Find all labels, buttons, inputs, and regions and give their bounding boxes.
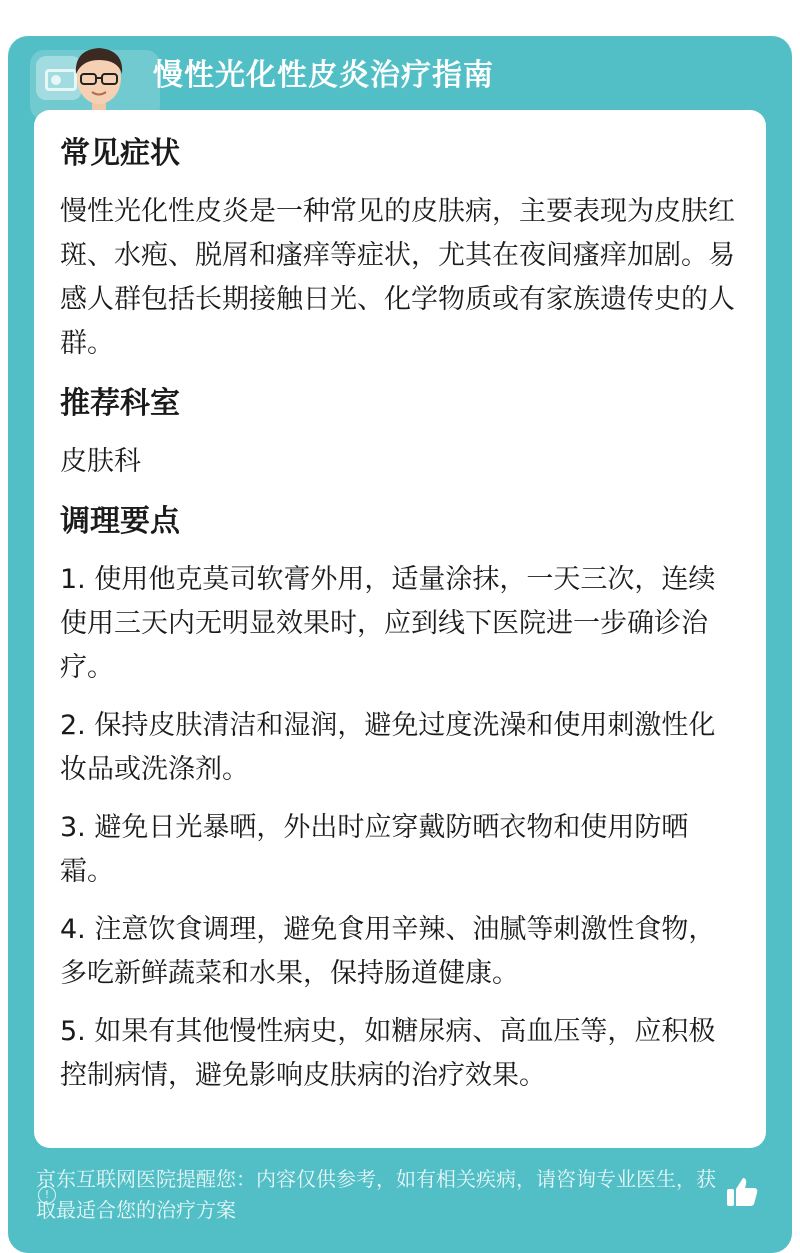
care-tip: 1. 使用他克莫司软膏外用，适量涂抹，一天三次，连续使用三天内无明显效果时，应到线下医院进一步确诊治疗。 <box>60 564 716 683</box>
care-tip: 4. 注意饮食调理，避免食用辛辣、油腻等刺激性食物，多吃新鲜蔬菜和水果，保持肠道健康。 <box>60 914 716 989</box>
department-title: 推荐科室 <box>60 386 180 421</box>
content-card <box>34 110 766 1148</box>
disclaimer-text: 京东互联网医院提醒您：内容仅供参考，如有相关疾病，请咨询专业医生，获取最适合您的治疗方案 <box>36 1167 716 1222</box>
department-body: 皮肤科 <box>60 446 141 477</box>
care-tip: 2. 保持皮肤清洁和湿润，避免过度洗澡和使用刺激性化妆品或洗涤剂。 <box>60 710 716 785</box>
info-icon: ! <box>38 1186 56 1204</box>
symptoms-body: 慢性光化性皮炎是一种常见的皮肤病，主要表现为皮肤红斑、水疱、脱屑和瘙痒等症状，尤其在夜间瘙痒加剧。易感人群包括长期接触日光、化学物质或有家族遗传史的人群。 <box>60 196 735 359</box>
page-title: 慢性光化性皮炎治疗指南 <box>153 58 494 93</box>
care-title: 调理要点 <box>60 504 180 539</box>
thumbs-up-icon[interactable] <box>724 1174 760 1210</box>
care-tip: 5. 如果有其他慢性病史，如糖尿病、高血压等，应积极控制病情，避免影响皮肤病的治疗效果。 <box>60 1016 716 1091</box>
symptoms-title: 常见症状 <box>60 136 180 171</box>
care-tip: 3. 避免日光暴晒，外出时应穿戴防晒衣物和使用防晒霜。 <box>60 812 689 887</box>
guide-frame <box>8 36 792 1253</box>
